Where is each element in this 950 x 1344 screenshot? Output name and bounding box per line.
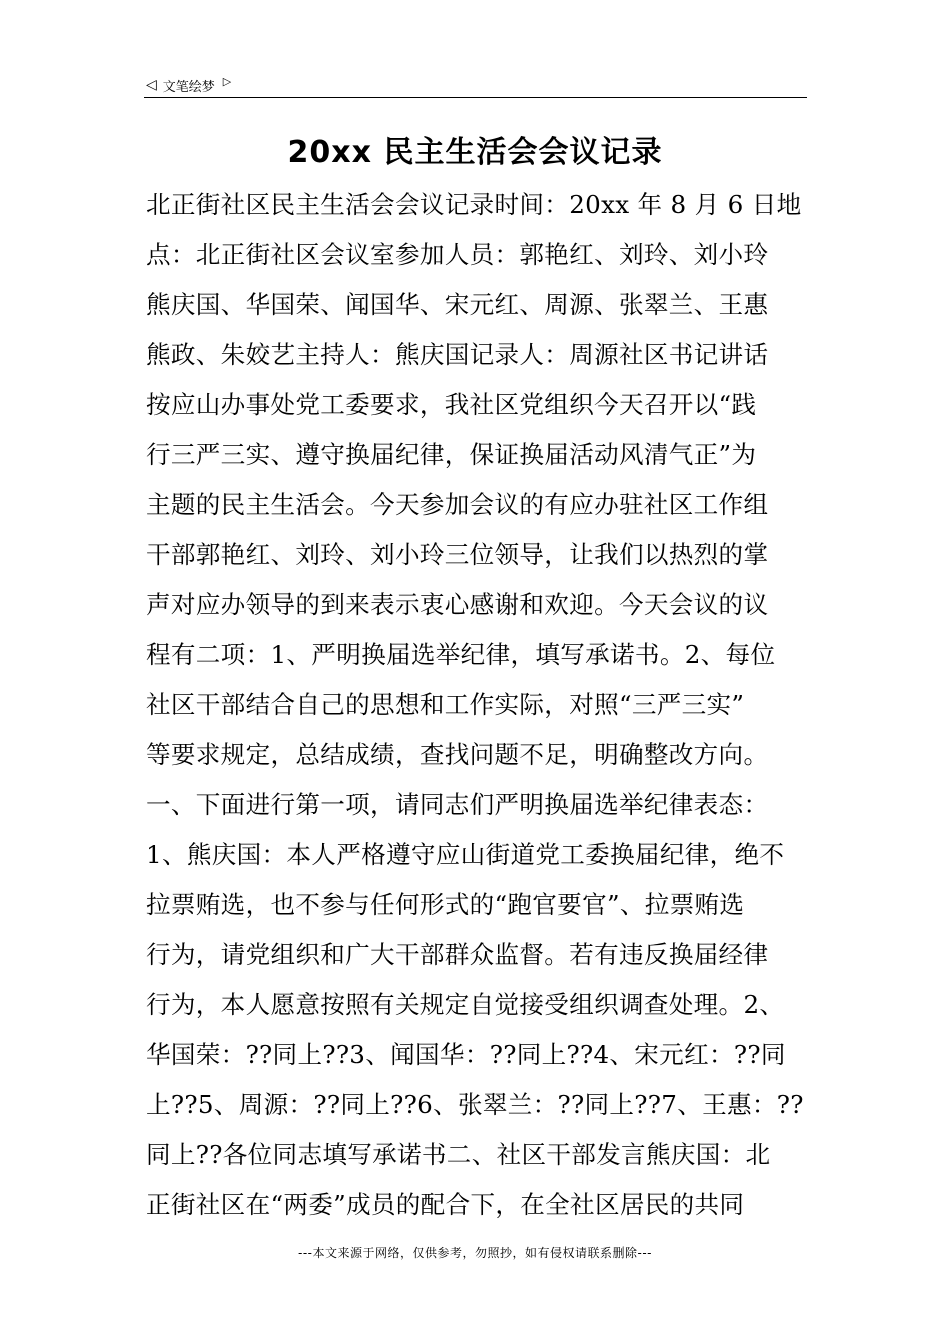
body-text-line: 干部郭艳红、刘玲、刘小玲三位领导，让我们以热烈的掌 [146,540,769,569]
document-title: 20xx 民主生活会会议记录 [287,135,663,170]
page-footer-notice: ---本文来源于网络，仅供参考，勿照抄，如有侵权请联系删除--- [298,1246,652,1260]
body-text-line: 行三严三实、遵守换届纪律，保证换届活动风清气正”为 [146,440,757,469]
body-text-line: 社区干部结合自己的思想和工作实际，对照“三严三实” [146,690,745,719]
body-text-line: 行为，本人愿意按照有关规定自觉接受组织调查处理。2、 [146,990,785,1019]
body-text-line: 拉票贿选，也不参与任何形式的“跑官要官”、拉票贿选 [146,890,745,919]
body-text-line: 按应山办事处党工委要求，我社区党组织今天召开以“践 [146,390,757,419]
body-text-line: 等要求规定，总结成绩，查找问题不足，明确整改方向。 [146,740,769,769]
body-text-line: 上??5、周源：??同上??6、张翠兰：??同上??7、王惠：?? [146,1090,804,1119]
body-text-line: 声对应办领导的到来表示衷心感谢和欢迎。今天会议的议 [146,590,769,619]
body-text-line: 程有二项：1、严明换届选举纪律，填写承诺书。2、每位 [146,640,776,669]
body-text-line: 行为，请党组织和广大干部群众监督。若有违反换届经律 [146,940,769,969]
document-body [146,180,810,1230]
header-brand: 文笔绘梦 [162,79,215,95]
body-text-line: 熊庆国、华国荣、闻国华、宋元红、周源、张翠兰、王惠 [146,290,769,319]
body-text-line: 北正街社区民主生活会会议记录时间：20xx 年 8 月 6 日地 [146,190,802,219]
body-text-line: 1、熊庆国：本人严格遵守应山街道党工委换届纪律，绝不 [146,840,785,869]
body-text-line: 华国荣：??同上??3、闻国华：??同上??4、宋元红：??同 [146,1040,786,1069]
body-text-line: 正街社区在“两委”成员的配合下，在全社区居民的共同 [146,1190,745,1219]
body-text-line: 一、下面进行第一项，请同志们严明换届选举纪律表态： [146,790,769,819]
body-text-line: 同上??各位同志填写承诺书二、社区干部发言熊庆国：北 [146,1140,771,1169]
header-divider [144,97,807,98]
body-text-line: 点：北正街社区会议室参加人员：郭艳红、刘玲、刘小玲 [146,240,769,269]
body-text-line: 熊政、朱姣艺主持人：熊庆国记录人：周源社区书记讲话 [146,340,769,369]
triangle-right-icon: ▷ [222,74,232,88]
body-text-line: 主题的民主生活会。今天参加会议的有应办驻社区工作组 [146,490,769,519]
page-header [146,74,806,96]
triangle-left-icon: ◁ [146,77,157,93]
